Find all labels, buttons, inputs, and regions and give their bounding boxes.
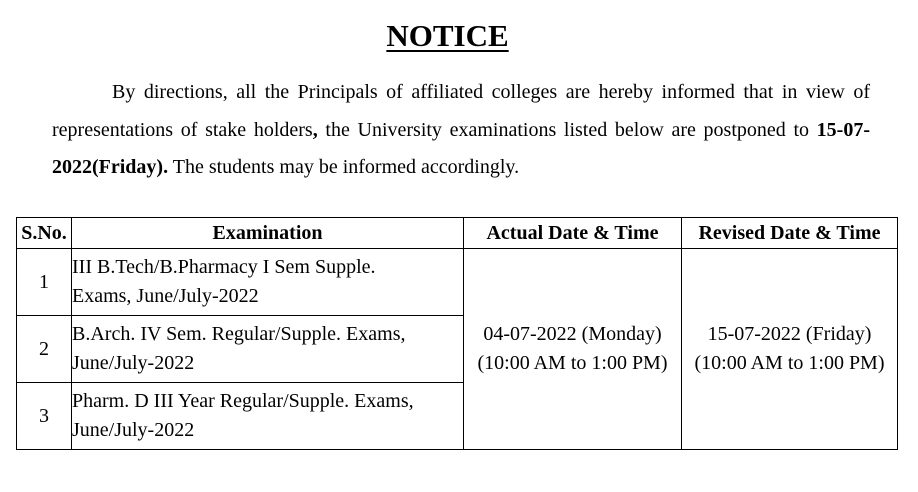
actual-date: 04-07-2022 (Monday) (483, 323, 662, 345)
revised-date: 15-07-2022 (Friday) (707, 323, 872, 345)
row-examination (72, 249, 464, 316)
revised-date-time-cell (682, 249, 898, 450)
revised-time: (10:00 AM to 1:00 PM) (694, 352, 885, 374)
row-sno: 1 (17, 249, 72, 316)
notice-comma: , (312, 118, 318, 141)
exam-line: Exams, June/July-2022 (72, 285, 259, 307)
actual-time: (10:00 AM to 1:00 PM) (477, 352, 668, 374)
table-row (17, 249, 898, 316)
notice-text-part2: the University examinations listed below are postponed to (317, 118, 817, 141)
row-examination (72, 383, 464, 450)
notice-title: NOTICE (386, 18, 509, 53)
row-sno: 2 (17, 316, 72, 383)
exam-line: June/July-2022 (72, 352, 195, 374)
exam-line: B.Arch. IV Sem. Regular/Supple. Exams, (72, 323, 406, 345)
header-revised-date-time: Revised Date & Time (682, 218, 898, 249)
header-actual-date-time: Actual Date & Time (464, 218, 682, 249)
exam-line: Pharm. D III Year Regular/Supple. Exams, (72, 390, 414, 412)
header-examination: Examination (72, 218, 464, 249)
notice-text-part1: By directions, all the Principals of affiliated colleges are hereby informed that in view of representations of stake holders (52, 81, 870, 141)
table-header-row (17, 218, 898, 249)
actual-date-time-cell (464, 249, 682, 450)
exam-line: III B.Tech/B.Pharmacy I Sem Supple. (72, 256, 376, 278)
row-sno: 3 (17, 383, 72, 450)
header-sno: S.No. (17, 218, 72, 249)
examinations-table (16, 217, 898, 450)
notice-paragraph (52, 74, 870, 187)
notice-text-part3: The students may be informed accordingly. (168, 156, 520, 178)
exam-line: June/July-2022 (72, 419, 195, 441)
row-examination (72, 316, 464, 383)
notice-postponed-date: 15-07-2022(Friday). (52, 118, 870, 178)
